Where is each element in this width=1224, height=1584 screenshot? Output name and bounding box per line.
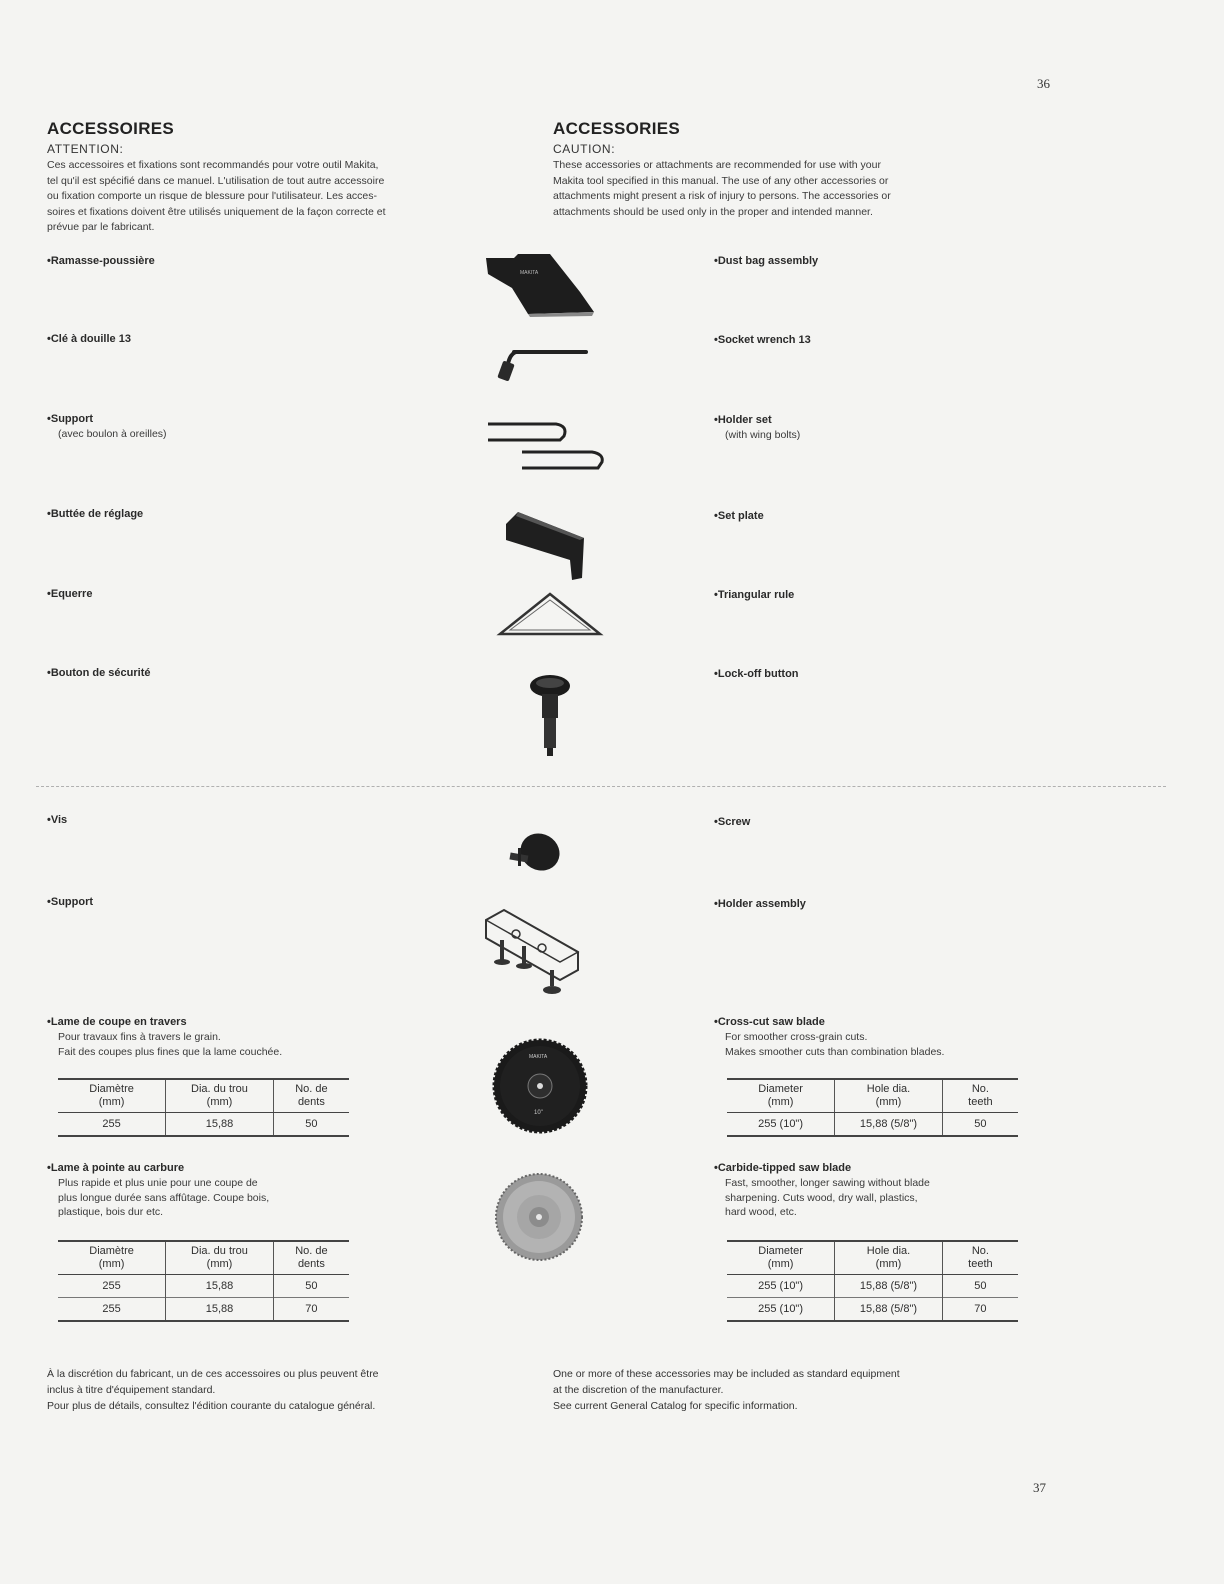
socket-wrench-illustration bbox=[494, 340, 590, 384]
table-header: Diameter (mm) bbox=[727, 1079, 835, 1113]
fr-item-holder-set: • Support (avec boulon à oreilles) bbox=[47, 412, 167, 442]
french-subheading: ATTENTION: bbox=[47, 142, 124, 156]
table-header: Hole dia. (mm) bbox=[835, 1079, 943, 1113]
table-row bbox=[58, 1298, 349, 1322]
fr-item-lock-off-button: • Bouton de sécurité bbox=[47, 666, 150, 681]
table-header: Hole dia. (mm) bbox=[835, 1241, 943, 1275]
english-footer-line: See current General Catalog for specific information. bbox=[553, 1400, 798, 1412]
dust-bag-brand: MAKITA bbox=[520, 270, 539, 276]
blade-size-label: 10" bbox=[534, 1110, 543, 1116]
en-item-set-plate: • Set plate bbox=[714, 509, 764, 524]
en-crosscut-desc-line: Makes smoother cuts than combination blades. bbox=[725, 1045, 945, 1058]
table-cell: 50 bbox=[273, 1113, 349, 1137]
screw-illustration bbox=[506, 826, 564, 876]
fr-item-screw: • Vis bbox=[47, 813, 67, 828]
table-row bbox=[727, 1298, 1018, 1322]
english-intro-line: These accessories or attachments are recommended for use with your bbox=[553, 159, 881, 171]
fr-item-triangular-rule: • Equerre bbox=[47, 587, 92, 602]
table-header: Dia. du trou (mm) bbox=[166, 1241, 274, 1275]
french-footer-line: À la discrétion du fabricant, un de ces accessoires ou plus peuvent être bbox=[47, 1368, 379, 1380]
english-heading: ACCESSORIES bbox=[553, 119, 681, 138]
table-header: Diamètre (mm) bbox=[58, 1079, 166, 1113]
table-cell: 50 bbox=[273, 1275, 349, 1298]
table-cell: 255 bbox=[58, 1113, 166, 1137]
table-header: Dia. du trou (mm) bbox=[166, 1079, 274, 1113]
en-item-socket-wrench: • Socket wrench 13 bbox=[714, 333, 811, 348]
french-footer-line: Pour plus de détails, consultez l'édition courante du catalogue général. bbox=[47, 1400, 376, 1412]
table-cell: 255 bbox=[58, 1298, 166, 1322]
table-cell: 255 (10") bbox=[727, 1275, 835, 1298]
table-cell: 255 (10") bbox=[727, 1298, 835, 1322]
fr-carbide-desc-line: plus longue durée sans affûtage. Coupe bois, bbox=[58, 1191, 270, 1204]
en-carbide-table bbox=[727, 1240, 1018, 1322]
fr-item-socket-wrench: • Clé à douille 13 bbox=[47, 332, 131, 347]
fr-crosscut-desc-line: Fait des coupes plus fines que la lame couchée. bbox=[58, 1045, 283, 1058]
english-intro-line: Makita tool specified in this manual. The use of any other accessories or bbox=[553, 174, 889, 187]
fr-crosscut-desc bbox=[47, 1030, 282, 1059]
fr-carbide-table bbox=[58, 1240, 349, 1322]
english-intro-line: attachments should be used only in the proper and intended manner. bbox=[553, 205, 873, 218]
english-footer-line: One or more of these accessories may be included as standard equipment bbox=[553, 1368, 900, 1380]
triangular-rule-illustration bbox=[496, 590, 604, 640]
fr-item-holder-set-sub: (avec boulon à oreilles) bbox=[58, 428, 167, 440]
french-intro-line: tel qu'il est spécifié dans ce manuel. L'utilisation de tout autre accessoire bbox=[47, 174, 385, 187]
fr-crosscut-table bbox=[58, 1078, 349, 1137]
table-cell: 15,88 (5/8") bbox=[835, 1298, 943, 1322]
en-item-dust-bag: • Dust bag assembly bbox=[714, 254, 818, 269]
french-intro-line: soires et fixations doivent être utilisés uniquement de la façon correcte et bbox=[47, 205, 386, 218]
table-cell: 15,88 bbox=[166, 1298, 274, 1322]
table-cell: 15,88 (5/8") bbox=[835, 1113, 943, 1137]
fr-item-holder-assembly: • Support bbox=[47, 895, 93, 910]
fr-carbide-desc bbox=[47, 1176, 269, 1220]
en-item-holder-set-sub: (with wing bolts) bbox=[725, 429, 801, 441]
table-row bbox=[727, 1275, 1018, 1298]
en-item-triangular-rule: • Triangular rule bbox=[714, 588, 794, 603]
fr-carbide-desc-line: Plus rapide et plus unie pour une coupe de bbox=[58, 1177, 258, 1189]
table-cell: 70 bbox=[273, 1298, 349, 1322]
en-crosscut-desc bbox=[714, 1030, 944, 1059]
en-item-holder-set: • Holder set (with wing bolts) bbox=[714, 413, 800, 443]
page-number-bottom: 37 bbox=[1033, 1480, 1046, 1495]
english-footer-line: at the discretion of the manufacturer. bbox=[553, 1384, 724, 1396]
french-intro-line: ou fixation comporte un risque de blessure pour l'utilisateur. Les acces- bbox=[47, 190, 378, 202]
fr-item-crosscut-blade: • Lame de coupe en travers bbox=[47, 1015, 187, 1030]
table-cell: 15,88 bbox=[166, 1275, 274, 1298]
table-header: No. de dents bbox=[273, 1079, 349, 1113]
french-footer-line: inclus à titre d'équipement standard. bbox=[47, 1384, 216, 1396]
english-footer bbox=[553, 1366, 900, 1414]
page-number-top: 36 bbox=[1037, 76, 1050, 91]
fr-item-dust-bag: • Ramasse-poussière bbox=[47, 254, 155, 269]
french-footer bbox=[47, 1366, 379, 1414]
en-carbide-desc bbox=[714, 1176, 930, 1220]
holder-assembly-illustration bbox=[480, 904, 590, 1002]
en-item-lock-off-button: • Lock-off button bbox=[714, 667, 799, 682]
table-row bbox=[727, 1113, 1018, 1137]
table-cell: 50 bbox=[942, 1113, 1018, 1137]
lock-off-button-illustration bbox=[520, 672, 580, 758]
fr-item-carbide-blade: • Lame à pointe au carbure bbox=[47, 1161, 184, 1176]
en-carbide-desc-line: Fast, smoother, longer sawing without blade bbox=[725, 1177, 930, 1189]
en-item-screw: • Screw bbox=[714, 815, 750, 830]
holder-set-illustration bbox=[484, 412, 616, 474]
table-cell: 255 (10") bbox=[727, 1113, 835, 1137]
table-cell: 15,88 (5/8") bbox=[835, 1275, 943, 1298]
en-crosscut-table bbox=[727, 1078, 1018, 1137]
table-row bbox=[58, 1113, 349, 1137]
table-header: No. de dents bbox=[273, 1241, 349, 1275]
en-carbide-desc-line: hard wood, etc. bbox=[725, 1206, 797, 1218]
carbide-blade-illustration bbox=[494, 1172, 584, 1262]
french-intro-line: Ces accessoires et fixations sont recommandés pour votre outil Makita, bbox=[47, 159, 379, 171]
fr-crosscut-desc-line: Pour travaux fins à travers le grain. bbox=[58, 1031, 221, 1043]
table-row bbox=[58, 1275, 349, 1298]
table-cell: 70 bbox=[942, 1298, 1018, 1322]
en-item-carbide-blade: • Carbide-tipped saw blade bbox=[714, 1161, 851, 1176]
blade-brand: MAKITA bbox=[529, 1054, 548, 1060]
french-intro-line: prévue par le fabricant. bbox=[47, 221, 155, 233]
fr-carbide-desc-line: plastique, bois dur etc. bbox=[58, 1206, 164, 1218]
crosscut-blade-illustration bbox=[492, 1038, 588, 1134]
dust-bag-illustration bbox=[484, 252, 596, 318]
en-item-holder-assembly: • Holder assembly bbox=[714, 897, 806, 912]
french-heading: ACCESSOIRES bbox=[47, 119, 175, 138]
english-intro-line: attachments might present a risk of injury to persons. The accessories or bbox=[553, 190, 891, 202]
table-header: No. teeth bbox=[942, 1241, 1018, 1275]
set-plate-illustration bbox=[502, 510, 590, 582]
en-item-crosscut-blade: • Cross-cut saw blade bbox=[714, 1015, 825, 1030]
table-cell: 15,88 bbox=[166, 1113, 274, 1137]
table-cell: 50 bbox=[942, 1275, 1018, 1298]
english-subheading: CAUTION: bbox=[553, 142, 616, 156]
table-header: Diamètre (mm) bbox=[58, 1241, 166, 1275]
table-cell: 255 bbox=[58, 1275, 166, 1298]
fold-line bbox=[36, 786, 1166, 787]
en-carbide-desc-line: sharpening. Cuts wood, dry wall, plastics, bbox=[725, 1191, 918, 1204]
table-header: Diameter (mm) bbox=[727, 1241, 835, 1275]
table-header: No. teeth bbox=[942, 1079, 1018, 1113]
french-intro bbox=[47, 158, 517, 236]
en-crosscut-desc-line: For smoother cross-grain cuts. bbox=[725, 1031, 868, 1043]
fr-item-set-plate: • Buttée de réglage bbox=[47, 507, 143, 522]
english-intro bbox=[553, 158, 1023, 220]
